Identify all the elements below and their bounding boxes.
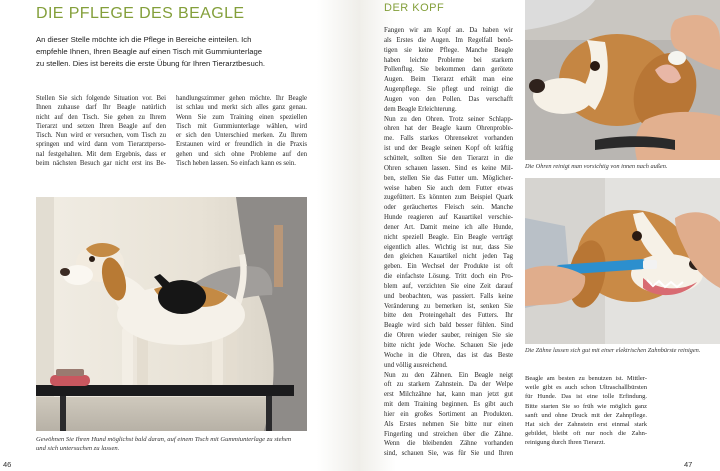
brush-base	[50, 375, 90, 386]
dog-front-leg	[122, 327, 133, 387]
dog-eye	[89, 256, 95, 262]
text-line: und beobachten, was passiert. Falls keine	[384, 292, 513, 300]
text-line: nicht auf den Tisch. Sie gehen zu Ihrem	[36, 113, 166, 121]
text-line: dener Art. Damit meine ich alle Hunde,	[384, 223, 513, 231]
text-line: me. Falls starkes Ohrensekret vorhanden	[384, 135, 513, 143]
photo-caption	[525, 163, 667, 171]
dog-eye	[632, 231, 642, 241]
sweater-pattern	[274, 225, 283, 287]
text-line: gebildet, bleibt oft nur noch die Zahn-	[525, 430, 647, 438]
text-line: reinigung durch Ihren Tierarzt.	[525, 439, 606, 447]
text-line: Ohren schauen lassen. Sind es keine Mil-	[384, 164, 513, 172]
text-line: Nun zu den Zähnen. Ein Beagle neigt	[384, 371, 513, 379]
section-heading: DER KOPF	[384, 2, 445, 14]
text-line: ben, stellen Sie das Futter um. Möglicher-	[384, 174, 513, 182]
text-line: Hunde reagieren auf Kauartikel verschie-	[384, 214, 513, 222]
text-line: zu stellen. Dies ist bereits die erste Übung für Ihren Tierarztbesuch.	[36, 59, 266, 68]
text-line: Bitte starten Sie so früh wie möglich ganz	[525, 402, 647, 410]
text-line: Stellen Sie sich folgende Situation vor. Bei	[36, 95, 166, 102]
beagle-grooming-table-photo	[36, 197, 307, 431]
text-line: springen und wird dann vom Tierarztperso-	[36, 141, 166, 149]
text-line: weile gibt es auch schon Ultraschallbürsten	[525, 384, 647, 392]
text-line: die Ohren wieder sauber, reinigen Sie sie	[384, 332, 513, 340]
teeth-brushing-photo	[525, 178, 720, 344]
text-line: Fingerling und streichen über die Zähne.	[384, 430, 513, 438]
photo-caption	[525, 347, 700, 355]
page-number: 47	[684, 460, 693, 469]
text-line: nicht speziell Beagle. Ein Beagle verträgt	[384, 233, 513, 241]
text-line: Augen von den Pollen. Das verschafft	[384, 95, 513, 103]
brush-bristles	[56, 369, 84, 376]
text-column-1	[36, 94, 166, 168]
table-leg	[266, 396, 272, 431]
cotton-pad	[668, 51, 686, 65]
text-line: Tisch. Nun wird er versuchen, vom Tisch zu	[36, 132, 166, 140]
text-line: eigentlich alles. Wichtig ist nur, dass Sie	[384, 243, 513, 251]
text-line: An dieser Stelle möchte ich die Pflege in Bereiche einteilen. Ich	[36, 35, 252, 44]
text-line: Ihnen zuhause darf Ihr Beagle natürlich	[36, 104, 166, 112]
chapter-title: DIE PFLEGE DES BEAGLE	[36, 5, 245, 22]
text-line: oder geräuchertes Fleisch sein. Manche	[384, 204, 513, 212]
text-line: Pollenflug. Sie bekommen dann gerötete	[384, 66, 513, 74]
text-column-side	[525, 374, 647, 448]
text-line: Gewöhnen Sie Ihren Hund möglichst bald daran, auf einem Tisch mit Gummiunterlage zu stehen	[36, 436, 292, 443]
text-line: oft zu starkem Zahnstein. Da der Welpe	[384, 381, 513, 389]
text-line: Tierarzt und setzen Ihren Beagle auf den	[36, 122, 166, 130]
text-line: Die Ohren reinigt man vorsichtig von innen nach außen.	[525, 163, 668, 170]
text-line: weise haben Sie auch dem Futter etwas	[384, 184, 513, 192]
text-line: Die Zähne lassen sich gut mit einer elektrischen Zahnbürste reinigen.	[525, 347, 701, 354]
text-line: Als Erstes nehmen Sie bitte nur einen	[384, 420, 513, 428]
text-line: und sich untersuchen zu lassen.	[36, 444, 120, 452]
dog-nose	[529, 79, 545, 93]
text-line: sind, schauen Sie, was für Sie und Ihren	[384, 450, 513, 458]
text-line: ohren hat der Beagle kaum Ohrenproble-	[384, 125, 513, 133]
table-leg	[60, 396, 66, 431]
text-line: Tisch heben lassen. So einfach kann es sein.	[176, 160, 296, 168]
text-line: Beagle wird sich bald besser fühlen. Sind	[384, 322, 513, 330]
toothbrush-head	[643, 260, 657, 269]
text-line: die einfachste Lösung. Tritt doch ein Pro-	[384, 273, 513, 281]
text-line: erst Milchzähne hat, kann man jetzt gut	[384, 391, 513, 399]
text-line: Wenn Sie zum Training einen speziellen	[176, 113, 307, 121]
text-column-2	[176, 94, 307, 168]
text-line: nal festgehalten. Mit dem Ergebnis, dass er	[36, 150, 166, 158]
dog-eye	[590, 61, 600, 71]
text-line: dem Beagle Erleichterung.	[384, 105, 457, 113]
text-line: Beagle am besten zu benutzen ist. Mittler-	[525, 375, 647, 382]
text-line: haben leichte Probleme bei starkem	[384, 56, 513, 64]
text-line: Woche in die Ohren, das ist das Beste	[384, 351, 513, 359]
text-line: Wenn die bleibenden Zähne vorhanden	[384, 440, 513, 448]
text-column-main	[384, 26, 513, 459]
text-line: Fangen wir am Kopf an. Da haben wir	[384, 27, 513, 34]
text-line: handlungszimmer gehen möchte. Ihr Beagle	[176, 95, 307, 102]
text-line: bitte nicht jede Woche. Schauen Sie jede	[384, 342, 513, 349]
ear-cleaning-photo	[525, 0, 720, 160]
text-line: geben. Ein Wechsel der Produkte ist oft	[384, 263, 513, 271]
text-line: Hat sich der Zahnstein erst einmal stark	[525, 421, 647, 429]
text-line: den gleichen Kauartikel nicht jeden Tag	[384, 253, 513, 261]
text-line: als Erstes die Augen. Im Regelfall benö-	[384, 36, 513, 44]
dog-hind-leg	[226, 327, 237, 385]
text-line: er sich den Unterschied merken. Zu Ihrem	[176, 132, 307, 140]
text-line: mit dem Training beginnen. Es gibt auch	[384, 401, 513, 409]
text-line: ist schlau und merkt sich alles ganz genau.	[176, 104, 307, 112]
text-line: Erstaunen wird er freundlich in die Praxis	[176, 141, 307, 149]
text-line: ist und der Beagle seinen Kopf oft kräftig	[384, 145, 513, 153]
grooming-table	[36, 385, 294, 396]
text-line: hier ein großes Sortiment an Produkten.	[384, 410, 513, 418]
text-line: tigen sie keine Pflege. Manche Beagle	[384, 46, 513, 54]
text-line: zugefüttert. Es könnten zum Beispiel Quark	[384, 194, 513, 202]
text-line: Nun zu den Ohren. Trotz seiner Schlapp-	[384, 115, 513, 123]
right-page	[360, 0, 720, 471]
text-line: schüttelt, sollten Sie den Tierarzt in die	[384, 154, 513, 162]
text-line: Augenpflege. Sie pflegt und reinigt die	[384, 86, 513, 94]
hand	[635, 112, 720, 160]
text-line: Tisch mit Gummiunterlage wählen, wird	[176, 122, 307, 130]
text-line: und völlig ausreichend.	[384, 361, 448, 369]
text-line: Augen. Beim Tierarzt erhält man eine	[384, 76, 513, 84]
text-line: sanft und ohne Druck mit der Zahnpflege.	[525, 411, 647, 419]
page-number: 46	[3, 460, 12, 469]
text-line: empfehle Ihnen, Ihren Beagle auf einen Tisch mit Gummiunterlage	[36, 47, 263, 56]
text-line: blem auf, verzichten Sie eine Zeit darauf	[384, 282, 513, 290]
text-line: gehen und sich ohne Probleme auf den	[176, 150, 307, 158]
text-line: für Hunde. Das ist eine tolle Erfindung.	[525, 393, 647, 401]
intro-paragraph	[36, 34, 308, 70]
dog-nose	[60, 268, 70, 276]
photo-caption	[36, 436, 291, 454]
text-line: bitte den Proteingehalt des Futters. Ihr	[384, 312, 513, 320]
door-frame	[36, 197, 54, 397]
text-line: beim nächsten Besuch gar nicht erst ins Be-	[36, 160, 166, 168]
text-line: Veränderung zu bemerken ist, senken Sie	[384, 302, 513, 310]
